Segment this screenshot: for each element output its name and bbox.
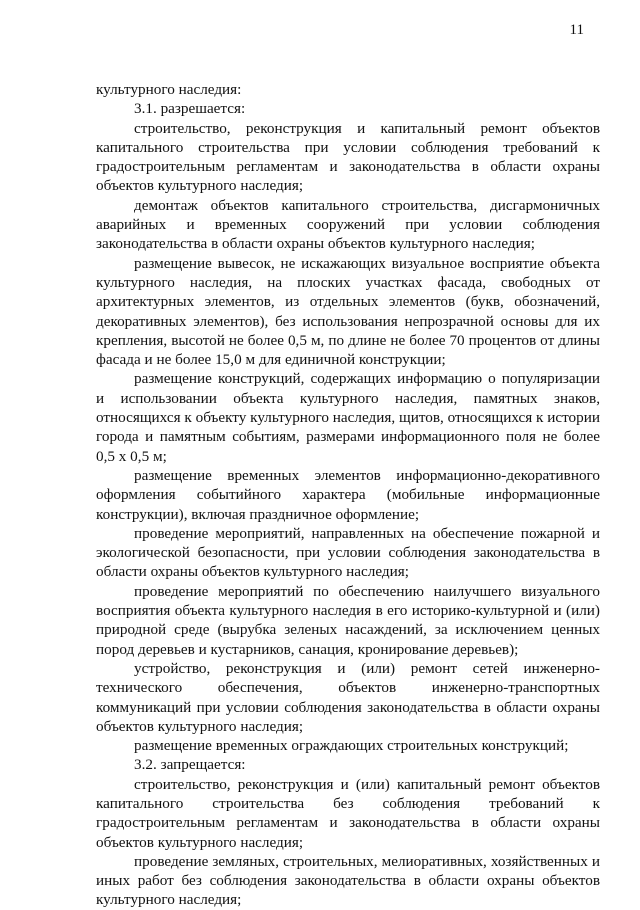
paragraph-permitted-construction: строительство, реконструкция и капитальный ремонт объектов капитального строительства при условии соблюдения требований к градостроительным регламентам и законодательства в области охраны объектов культурного наследия; xyxy=(96,119,600,195)
paragraph-permitted-temporary-fences: размещение временных ограждающих строительных конструкций; xyxy=(134,737,569,755)
document-body xyxy=(96,80,600,910)
page-number: 11 xyxy=(569,22,584,38)
paragraph-permitted-safety-measures: проведение мероприятий, направленных на обеспечение пожарной и экологической безопасности, при условии соблюдения законодательства в области охраны объектов культурного наследия; xyxy=(96,524,600,581)
paragraph-prohibited-construction: строительство, реконструкция и (или) капитальный ремонт объектов капитального строительства без соблюдения требований к градостроительным регламентам и законодательства в области охраны объектов культурного наследия; xyxy=(96,775,600,851)
paragraph-permitted-signage: размещение вывесок, не искажающих визуальное восприятие объекта культурного наследия, на плоских участках фасада, свободных от архитектурных элементов, из отдельных элементов (букв, обозначений, декоративных элементов), без использования непрозрачной основы для их крепления, высотой не более 0,5 м, по длине не более 70 процентов от длины фасада и не более 15,0 м для единичной конструкции; xyxy=(96,254,600,369)
paragraph-permitted-utility-networks: устройство, реконструкция и (или) ремонт сетей инженерно-технического обеспечения, объектов инженерно-транспортных коммуникаций при условии соблюдения законодательства в области охраны объектов культурного наследия; xyxy=(96,659,600,735)
section-heading-3-2: 3.2. запрещается: xyxy=(134,756,246,774)
paragraph-permitted-info-structures: размещение конструкций, содержащих информацию о популяризации и использовании объекта культурного наследия, памятных знаков, относящихся к объекту культурного наследия, щитов, относящихся к истории города и памятным событиям, размерами информационного поля не более 0,5 х 0,5 м; xyxy=(96,370,600,465)
section-heading-3-1: 3.1. разрешается: xyxy=(134,100,246,118)
paragraph-permitted-temporary-decor: размещение временных элементов информационно-декоративного оформления событийного характера (мобильные информационные конструкции), включая праздничное оформление; xyxy=(96,466,600,523)
paragraph-permitted-demolition: демонтаж объектов капитального строительства, дисгармоничных аварийных и временных сооружений при условии соблюдения законодательства в области охраны объектов культурного наследия; xyxy=(96,196,600,253)
paragraph-continuation: культурного наследия: xyxy=(96,81,242,98)
paragraph-permitted-visual-measures: проведение мероприятий по обеспечению наилучшего визуального восприятия объекта культурного наследия в его историко-культурной и (или) природной среде (вырубка зеленых насаждений, за исключением ценных пород деревьев и кустарников, санация, кронирование деревьев); xyxy=(96,582,600,658)
paragraph-prohibited-earthworks: проведение земляных, строительных, мелиоративных, хозяйственных и иных работ без соблюдения законодательства в области охраны объектов культурного наследия; xyxy=(96,852,600,909)
